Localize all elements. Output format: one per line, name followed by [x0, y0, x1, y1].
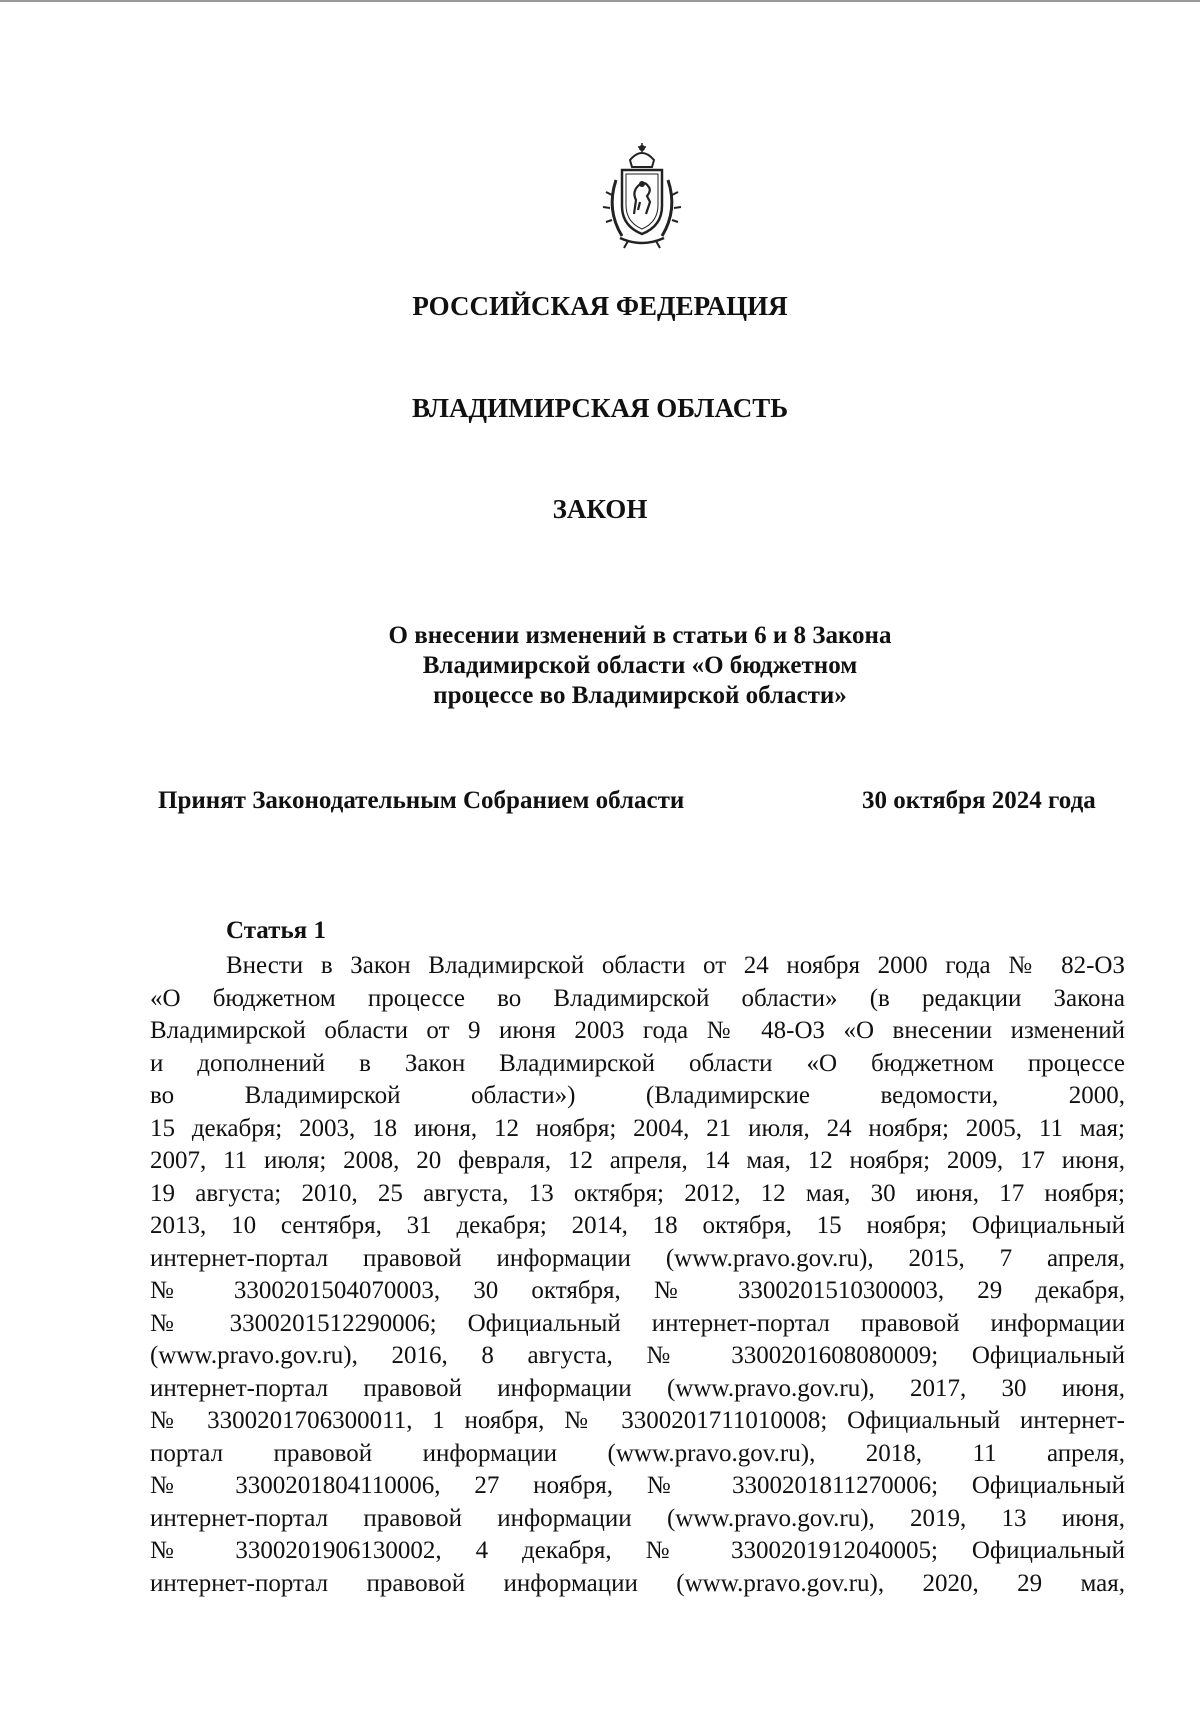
law-title [300, 621, 980, 711]
text-line: № 3300201504070003, 30 октября, № 3300201510300003, 29 декабря, [150, 1277, 1125, 1304]
text-line: № 3300201706300011, 1 ноября, № 3300201711010008; Официальный интернет- [150, 1407, 1125, 1434]
article-1-text [150, 950, 1125, 1600]
region-heading: ВЛАДИМИРСКАЯ ОБЛАСТЬ [411, 393, 789, 423]
text-line: Внести в Закон Владимирской области от 24 ноября 2000 года № 82-ОЗ [226, 952, 1125, 979]
text-line: № 3300201804110006, 27 ноября, № 3300201811270006; Официальный [150, 1472, 1125, 1499]
text-line: (www.pravo.gov.ru), 2016, 8 августа, № 3300201608080009; Официальный [150, 1342, 1125, 1369]
law-title-line: процессе во Владимирской области» [433, 682, 847, 709]
article-1-heading: Статья 1 [226, 917, 326, 944]
coat-of-arms-emblem-icon [592, 140, 692, 250]
text-line: во Владимирской области») (Владимирские ведомости, 2000, [150, 1082, 1125, 1109]
document-type-heading: ЗАКОН [552, 494, 648, 524]
text-line: № 3300201906130002, 4 декабря, № 3300201912040005; Официальный [150, 1537, 1125, 1564]
text-line: портал правовой информации (www.pravo.gov.ru), 2018, 11 апреля, [150, 1439, 1125, 1467]
text-line: 15 декабря; 2003, 18 июня, 12 ноября; 2004, 21 июля, 24 ноября; 2005, 11 мая; [150, 1114, 1125, 1142]
text-line: 2007, 11 июля; 2008, 20 февраля, 12 апреля, 14 мая, 12 ноября; 2009, 17 июня, [150, 1147, 1125, 1174]
adopted-by-label: Принят Законодательным Собранием области [158, 787, 685, 814]
law-title-line: Владимирской области «О бюджетном [422, 652, 858, 679]
adoption-date: 30 октября 2024 года [862, 787, 1096, 814]
scan-edge-line [0, 0, 1200, 2]
text-line: интернет-портал правовой информации (www.pravo.gov.ru), 2017, 30 июня, [150, 1374, 1125, 1402]
law-title-line: О внесении изменений в статьи 6 и 8 Закона [388, 622, 892, 649]
text-line: 19 августа; 2010, 25 августа, 13 октября; 2012, 12 мая, 30 июня, 17 ноября; [150, 1179, 1125, 1207]
text-line: интернет-портал правовой информации (www.pravo.gov.ru), 2019, 13 июня, [150, 1504, 1125, 1532]
text-line: интернет-портал правовой информации (www.pravo.gov.ru), 2020, 29 мая, [150, 1569, 1125, 1597]
text-line: № 3300201512290006; Официальный интернет-портал правовой информации [150, 1309, 1125, 1337]
country-heading: РОССИЙСКАЯ ФЕДЕРАЦИЯ [412, 291, 788, 321]
text-line: Владимирской области от 9 июня 2003 года № 48-ОЗ «О внесении изменений [150, 1017, 1125, 1044]
text-line: интернет-портал правовой информации (www.pravo.gov.ru), 2015, 7 апреля, [150, 1244, 1125, 1272]
text-line: и дополнений в Закон Владимирской области «О бюджетном процессе [150, 1049, 1125, 1077]
text-line: 2013, 10 сентября, 31 декабря; 2014, 18 октября, 15 ноября; Официальный [150, 1212, 1125, 1239]
text-line: «О бюджетном процессе во Владимирской области» (в редакции Закона [150, 984, 1125, 1012]
